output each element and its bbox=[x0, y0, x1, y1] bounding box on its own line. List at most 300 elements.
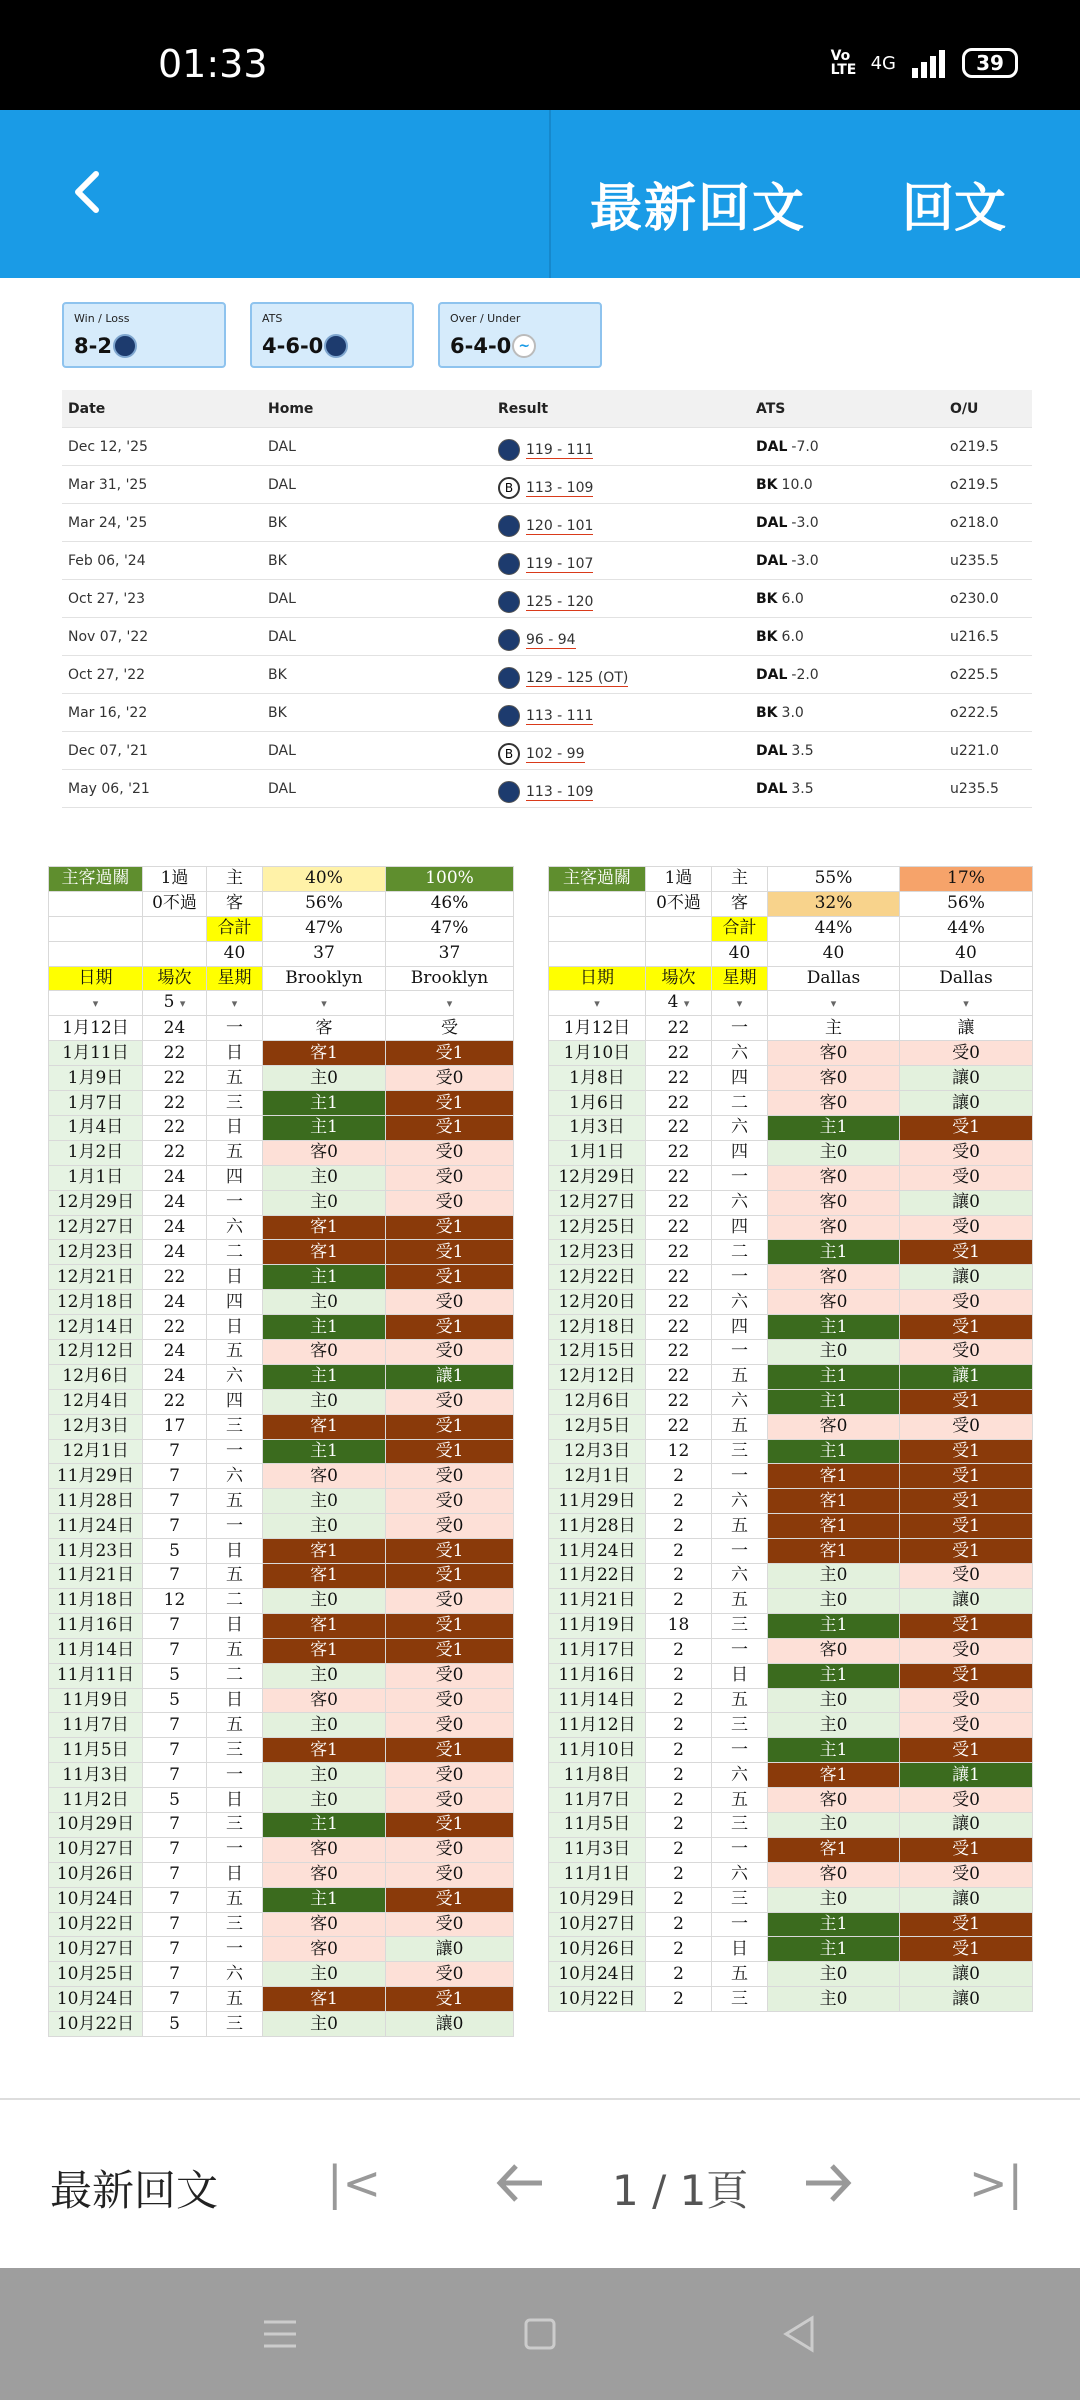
table-cell: 11月28日 bbox=[549, 1514, 646, 1539]
summary-cell: 主客過關 bbox=[549, 867, 646, 892]
table-cell: 11月17日 bbox=[549, 1638, 646, 1663]
header-cell: 日期 bbox=[549, 966, 646, 991]
table-cell: 24 bbox=[143, 1290, 207, 1315]
table-cell: 1月7日 bbox=[49, 1091, 143, 1116]
ats-team: BK bbox=[756, 705, 778, 721]
dropdown-icon[interactable]: ▾ bbox=[446, 997, 453, 1011]
table-row bbox=[549, 1788, 1033, 1813]
table-cell: 5 bbox=[143, 1788, 207, 1813]
table-cell: 日 bbox=[207, 1862, 263, 1887]
table-row bbox=[49, 1588, 514, 1613]
mavericks-logo-icon bbox=[498, 439, 520, 461]
table-cell: 12月29日 bbox=[49, 1190, 143, 1215]
summary-cell: 37 bbox=[263, 941, 386, 966]
table-cell: 五 bbox=[207, 1564, 263, 1589]
summary-cell: 47% bbox=[386, 916, 514, 941]
table-cell: 5 bbox=[143, 2012, 207, 2037]
table-cell: 22 bbox=[143, 1315, 207, 1340]
table-cell: 五 bbox=[712, 1414, 768, 1439]
table-cell: 主0 bbox=[768, 1887, 900, 1912]
table-cell: 客1 bbox=[768, 1837, 900, 1862]
summary-cell: 40 bbox=[900, 941, 1033, 966]
table-cell: 22 bbox=[646, 1165, 712, 1190]
table-row bbox=[49, 1862, 514, 1887]
menu-icon[interactable] bbox=[258, 2312, 302, 2356]
table-cell: 11月8日 bbox=[549, 1763, 646, 1788]
table-cell: 客0 bbox=[768, 1414, 900, 1439]
table-cell: 2 bbox=[646, 1638, 712, 1663]
table-cell: 受0 bbox=[900, 1414, 1033, 1439]
result-link[interactable]: 113 - 109 bbox=[526, 783, 594, 800]
table-cell: 12月18日 bbox=[549, 1315, 646, 1340]
table-cell: 22 bbox=[143, 1140, 207, 1165]
table-cell: 22 bbox=[646, 1389, 712, 1414]
table-cell: 讓0 bbox=[900, 1887, 1033, 1912]
table-cell: 24 bbox=[143, 1215, 207, 1240]
table-cell: 六 bbox=[712, 1116, 768, 1141]
table-row bbox=[49, 1290, 514, 1315]
table-cell: 7 bbox=[143, 1837, 207, 1862]
header-row bbox=[549, 966, 1033, 991]
table-cell: 7 bbox=[143, 1713, 207, 1738]
table-cell: 受1 bbox=[900, 1315, 1033, 1340]
filter-cell[interactable] bbox=[646, 991, 712, 1016]
ats-line: -7.0 bbox=[791, 439, 819, 455]
summary-cell bbox=[49, 916, 143, 941]
ats-team: BK bbox=[756, 629, 778, 645]
row-date: Feb 06, '24 bbox=[68, 553, 146, 569]
summary-cell: 44% bbox=[768, 916, 900, 941]
table-cell: 22 bbox=[143, 1091, 207, 1116]
table-cell: 12月27日 bbox=[549, 1190, 646, 1215]
dropdown-icon[interactable]: ▾ bbox=[683, 997, 690, 1011]
table-cell: 五 bbox=[712, 1514, 768, 1539]
table-cell: 讓0 bbox=[900, 1987, 1033, 2012]
table-cell: 主1 bbox=[768, 1439, 900, 1464]
table-cell: 一 bbox=[712, 1539, 768, 1564]
table-cell: 日 bbox=[207, 1315, 263, 1340]
table-cell: 主0 bbox=[263, 1663, 386, 1688]
summary-row bbox=[549, 891, 1033, 916]
badge-label: Over / Under bbox=[450, 312, 521, 325]
table-cell: 受0 bbox=[386, 1066, 514, 1091]
table-cell: 客1 bbox=[263, 1041, 386, 1066]
dropdown-icon[interactable]: ▾ bbox=[830, 997, 837, 1011]
table-cell: 2 bbox=[646, 1862, 712, 1887]
result-link[interactable]: 129 - 125 (OT) bbox=[526, 669, 629, 686]
table-cell: 主0 bbox=[263, 1962, 386, 1987]
table-cell: 受 bbox=[386, 1016, 514, 1041]
status-icons bbox=[831, 48, 1018, 78]
header-cell: Brooklyn bbox=[386, 966, 514, 991]
table-cell: 五 bbox=[712, 1588, 768, 1613]
table-row bbox=[549, 1439, 1033, 1464]
summary-cell: 40 bbox=[768, 941, 900, 966]
table-cell: 2 bbox=[646, 1489, 712, 1514]
summary-cell: 44% bbox=[900, 916, 1033, 941]
table-row bbox=[49, 1315, 514, 1340]
row-home: DAL bbox=[268, 743, 296, 759]
table-cell: 18 bbox=[646, 1613, 712, 1638]
row-ou: o218.0 bbox=[950, 515, 999, 531]
dropdown-icon[interactable]: ▾ bbox=[92, 997, 99, 1011]
table-cell: 受1 bbox=[386, 1315, 514, 1340]
table-cell: 12月5日 bbox=[549, 1414, 646, 1439]
filter-cell[interactable] bbox=[712, 991, 768, 1016]
row-ou: o230.0 bbox=[950, 591, 999, 607]
ats-team: BK bbox=[756, 477, 778, 493]
summary-cell bbox=[549, 941, 646, 966]
table-cell: 客0 bbox=[263, 1862, 386, 1887]
table-cell: 四 bbox=[712, 1140, 768, 1165]
table-cell: 受0 bbox=[900, 1290, 1033, 1315]
table-cell: 受1 bbox=[386, 1812, 514, 1837]
filter-value: 5 bbox=[163, 992, 175, 1013]
mavericks-logo-icon bbox=[113, 334, 137, 358]
dropdown-icon[interactable]: ▾ bbox=[179, 997, 186, 1011]
table-row bbox=[549, 1912, 1033, 1937]
home-icon[interactable] bbox=[518, 2312, 562, 2356]
table-row bbox=[49, 1663, 514, 1688]
table-row bbox=[49, 1763, 514, 1788]
table-cell: 1月8日 bbox=[549, 1066, 646, 1091]
summary-cell: 46% bbox=[386, 891, 514, 916]
volte-icon: Vo LTE bbox=[830, 48, 857, 78]
ats-line: -2.0 bbox=[791, 667, 819, 683]
table-cell: 10月24日 bbox=[549, 1962, 646, 1987]
table-cell: 受0 bbox=[900, 1713, 1033, 1738]
table-cell: 受1 bbox=[900, 1912, 1033, 1937]
table-cell: 三 bbox=[207, 1091, 263, 1116]
table-row bbox=[62, 618, 1032, 656]
result-link[interactable]: 120 - 101 bbox=[526, 517, 594, 534]
row-date: Mar 31, '25 bbox=[68, 477, 148, 493]
dropdown-icon[interactable]: ▾ bbox=[963, 997, 969, 1011]
table-cell: 受0 bbox=[900, 1564, 1033, 1589]
table-row bbox=[49, 1713, 514, 1738]
table-cell: 7 bbox=[143, 1738, 207, 1763]
table-cell: 客1 bbox=[263, 1539, 386, 1564]
row-ou: o219.5 bbox=[950, 439, 999, 455]
badge-value: 4-6-0 bbox=[262, 334, 324, 358]
row-home: BK bbox=[268, 667, 287, 683]
prev-page-icon[interactable] bbox=[492, 2156, 548, 2210]
table-cell: 主0 bbox=[263, 1588, 386, 1613]
table-cell: 四 bbox=[712, 1215, 768, 1240]
table-cell: 11月14日 bbox=[549, 1688, 646, 1713]
row-ou: u221.0 bbox=[950, 743, 999, 759]
table-cell: 一 bbox=[712, 1464, 768, 1489]
table-cell: 日 bbox=[712, 1937, 768, 1962]
table-cell: 主0 bbox=[768, 1688, 900, 1713]
ats-line: 6.0 bbox=[781, 591, 804, 607]
badge-value: 6-4-0 bbox=[450, 334, 512, 358]
result-link[interactable]: 119 - 107 bbox=[526, 555, 594, 572]
col-ats: ATS bbox=[756, 401, 786, 417]
table-cell: 11月1日 bbox=[549, 1862, 646, 1887]
mavericks-logo-icon bbox=[498, 667, 520, 689]
table-cell: 1月1日 bbox=[549, 1140, 646, 1165]
table-cell: 12月1日 bbox=[549, 1464, 646, 1489]
row-date: Mar 16, '22 bbox=[68, 705, 148, 721]
summary-cell: 40 bbox=[207, 941, 263, 966]
table-cell: 12月6日 bbox=[49, 1364, 143, 1389]
appbar-divider bbox=[549, 110, 551, 278]
dropdown-icon[interactable]: ▾ bbox=[594, 997, 600, 1011]
table-cell: 受1 bbox=[386, 1265, 514, 1290]
row-home: BK bbox=[268, 515, 287, 531]
dallas-record-table bbox=[548, 866, 1033, 2012]
latest-reply-button[interactable]: 最新回文 bbox=[590, 179, 807, 239]
table-row bbox=[49, 2012, 514, 2037]
table-cell: 11月28日 bbox=[49, 1489, 143, 1514]
table-cell: 讓0 bbox=[900, 1190, 1033, 1215]
table-cell: 11月24日 bbox=[49, 1514, 143, 1539]
table-cell: 2 bbox=[646, 1539, 712, 1564]
table-row bbox=[49, 1016, 514, 1041]
table-row bbox=[49, 1240, 514, 1265]
filter-cell[interactable] bbox=[549, 991, 646, 1016]
filter-cell[interactable] bbox=[900, 991, 1033, 1016]
table-cell: 2 bbox=[646, 1987, 712, 2012]
table-cell: 主1 bbox=[768, 1912, 900, 1937]
filter-cell[interactable] bbox=[207, 991, 263, 1016]
table-row bbox=[62, 770, 1032, 808]
table-cell: 1月4日 bbox=[49, 1116, 143, 1141]
table-row bbox=[49, 1638, 514, 1663]
table-cell: 客0 bbox=[768, 1091, 900, 1116]
mavericks-logo-icon bbox=[498, 781, 520, 803]
table-cell: 一 bbox=[207, 1439, 263, 1464]
table-cell: 22 bbox=[143, 1066, 207, 1091]
table-cell: 六 bbox=[712, 1290, 768, 1315]
table-cell: 2 bbox=[646, 1514, 712, 1539]
table-cell: 五 bbox=[207, 1713, 263, 1738]
result-link[interactable]: 113 - 109 bbox=[526, 479, 594, 496]
table-cell: 11月29日 bbox=[49, 1464, 143, 1489]
table-cell: 2 bbox=[646, 1812, 712, 1837]
table-cell: 1月2日 bbox=[49, 1140, 143, 1165]
table-row bbox=[49, 1190, 514, 1215]
table-cell: 主1 bbox=[768, 1116, 900, 1141]
summary-cell: 主客過關 bbox=[49, 867, 143, 892]
latest-reply-label[interactable]: 最新回文 bbox=[50, 2166, 219, 2215]
table-row bbox=[549, 1613, 1033, 1638]
table-cell: 五 bbox=[207, 1887, 263, 1912]
table-cell: 11月9日 bbox=[49, 1688, 143, 1713]
table-row bbox=[549, 1464, 1033, 1489]
back-arrow-icon[interactable] bbox=[62, 162, 114, 222]
table-cell: 一 bbox=[712, 1016, 768, 1041]
table-cell: 12月18日 bbox=[49, 1290, 143, 1315]
table-cell: 主0 bbox=[263, 1788, 386, 1813]
table-cell: 12月23日 bbox=[49, 1240, 143, 1265]
table-cell: 六 bbox=[207, 1962, 263, 1987]
table-cell: 22 bbox=[646, 1140, 712, 1165]
table-row bbox=[549, 1588, 1033, 1613]
summary-cell: 100% bbox=[386, 867, 514, 892]
table-row bbox=[549, 1638, 1033, 1663]
table-row bbox=[62, 694, 1032, 732]
row-result bbox=[498, 629, 576, 651]
summary-cell bbox=[549, 916, 646, 941]
row-result bbox=[498, 553, 593, 575]
row-ats bbox=[756, 629, 804, 645]
table-cell: 12月23日 bbox=[549, 1240, 646, 1265]
table-cell: 受0 bbox=[900, 1638, 1033, 1663]
table-cell: 2 bbox=[646, 1713, 712, 1738]
table-cell: 客1 bbox=[263, 1613, 386, 1638]
filter-cell[interactable] bbox=[768, 991, 900, 1016]
back-icon[interactable] bbox=[778, 2312, 822, 2356]
table-cell: 22 bbox=[646, 1215, 712, 1240]
table-cell: 受0 bbox=[386, 1489, 514, 1514]
table-cell: 受0 bbox=[386, 1140, 514, 1165]
row-date: Oct 27, '23 bbox=[68, 591, 146, 607]
table-cell: 讓0 bbox=[900, 1962, 1033, 1987]
table-cell: 主1 bbox=[768, 1364, 900, 1389]
table-row bbox=[549, 1489, 1033, 1514]
table-cell: 10月22日 bbox=[49, 2012, 143, 2037]
result-link[interactable]: 96 - 94 bbox=[526, 631, 576, 648]
table-row bbox=[549, 1066, 1033, 1091]
table-row bbox=[49, 1613, 514, 1638]
badge-value: 8-2 bbox=[74, 334, 112, 358]
header-cell: Brooklyn bbox=[263, 966, 386, 991]
table-cell: 7 bbox=[143, 1514, 207, 1539]
table-cell: 22 bbox=[646, 1340, 712, 1365]
table-cell: 5 bbox=[143, 1688, 207, 1713]
row-ats bbox=[756, 439, 819, 455]
filter-cell[interactable] bbox=[49, 991, 143, 1016]
table-cell: 日 bbox=[207, 1539, 263, 1564]
summary-cell: 合計 bbox=[207, 916, 263, 941]
table-cell: 主1 bbox=[768, 1389, 900, 1414]
filter-cell[interactable] bbox=[143, 991, 207, 1016]
table-cell: 受0 bbox=[900, 1140, 1033, 1165]
table-cell: 一 bbox=[207, 1016, 263, 1041]
battery-icon: 39 bbox=[962, 48, 1018, 78]
filter-row bbox=[49, 991, 514, 1016]
table-cell: 二 bbox=[712, 1240, 768, 1265]
row-ats bbox=[756, 515, 819, 531]
table-cell: 讓0 bbox=[900, 1091, 1033, 1116]
table-cell: 主1 bbox=[263, 1887, 386, 1912]
table-cell: 10月22日 bbox=[549, 1987, 646, 2012]
table-cell: 2 bbox=[646, 1763, 712, 1788]
table-cell: 三 bbox=[207, 1812, 263, 1837]
row-result bbox=[498, 743, 585, 765]
table-cell: 22 bbox=[143, 1041, 207, 1066]
table-cell: 受0 bbox=[900, 1340, 1033, 1365]
table-cell: 五 bbox=[207, 1340, 263, 1365]
table-row bbox=[549, 1862, 1033, 1887]
last-page-icon[interactable]: >| bbox=[968, 2156, 1024, 2210]
table-cell: 客0 bbox=[263, 1464, 386, 1489]
table-row bbox=[49, 1041, 514, 1066]
table-row bbox=[549, 1389, 1033, 1414]
table-cell: 12月4日 bbox=[49, 1389, 143, 1414]
row-home: DAL bbox=[268, 477, 296, 493]
reply-button[interactable]: 回文 bbox=[902, 179, 1007, 239]
dropdown-icon[interactable]: ▾ bbox=[736, 997, 743, 1011]
summary-cell: 47% bbox=[263, 916, 386, 941]
table-cell: 受0 bbox=[900, 1788, 1033, 1813]
table-cell: 受0 bbox=[386, 1190, 514, 1215]
table-cell: 一 bbox=[207, 1937, 263, 1962]
table-cell: 受0 bbox=[900, 1165, 1033, 1190]
table-cell: 主0 bbox=[263, 1190, 386, 1215]
next-page-icon[interactable] bbox=[800, 2156, 856, 2210]
result-link[interactable]: 113 - 111 bbox=[526, 707, 594, 724]
table-row bbox=[49, 1066, 514, 1091]
table-cell: 六 bbox=[712, 1862, 768, 1887]
table-cell: 讓1 bbox=[900, 1364, 1033, 1389]
first-page-icon[interactable]: |< bbox=[326, 2156, 382, 2210]
table-header bbox=[62, 390, 1032, 428]
table-row bbox=[49, 1912, 514, 1937]
table-cell: 11月5日 bbox=[49, 1738, 143, 1763]
table-cell: 主0 bbox=[768, 1564, 900, 1589]
table-row bbox=[49, 1812, 514, 1837]
table-cell: 三 bbox=[712, 1439, 768, 1464]
table-cell: 主0 bbox=[263, 1713, 386, 1738]
table-cell: 受0 bbox=[386, 1962, 514, 1987]
filter-cell[interactable] bbox=[263, 991, 386, 1016]
result-link[interactable]: 119 - 111 bbox=[526, 441, 594, 458]
table-cell: 主1 bbox=[263, 1812, 386, 1837]
table-cell: 受0 bbox=[386, 1688, 514, 1713]
table-cell: 客1 bbox=[768, 1763, 900, 1788]
table-cell: 22 bbox=[143, 1116, 207, 1141]
table-cell: 六 bbox=[207, 1364, 263, 1389]
row-result bbox=[498, 781, 593, 803]
result-link[interactable]: 102 - 99 bbox=[526, 745, 585, 762]
table-cell: 主0 bbox=[768, 1713, 900, 1738]
table-cell: 客0 bbox=[263, 1340, 386, 1365]
table-cell: 受1 bbox=[386, 1887, 514, 1912]
header-row bbox=[49, 966, 514, 991]
table-cell: 12月22日 bbox=[549, 1265, 646, 1290]
table-row bbox=[49, 1937, 514, 1962]
summary-cell: 1過 bbox=[646, 867, 712, 892]
nets-logo-icon: B bbox=[498, 743, 520, 765]
badge-label: ATS bbox=[262, 312, 283, 325]
filter-cell[interactable] bbox=[386, 991, 514, 1016]
table-cell: 12月12日 bbox=[49, 1340, 143, 1365]
table-cell: 11月29日 bbox=[549, 1489, 646, 1514]
summary-cell: 客 bbox=[712, 891, 768, 916]
dropdown-icon[interactable]: ▾ bbox=[321, 997, 327, 1011]
ats-team: DAL bbox=[756, 515, 788, 531]
dropdown-icon[interactable]: ▾ bbox=[231, 997, 238, 1011]
row-home: DAL bbox=[268, 439, 296, 455]
row-ou: u216.5 bbox=[950, 629, 999, 645]
table-cell: 客0 bbox=[263, 1937, 386, 1962]
result-link[interactable]: 125 - 120 bbox=[526, 593, 594, 610]
table-cell: 受1 bbox=[386, 1564, 514, 1589]
table-cell: 受1 bbox=[386, 1738, 514, 1763]
table-cell: 五 bbox=[207, 1987, 263, 2012]
col-result: Result bbox=[498, 401, 549, 417]
table-cell: 7 bbox=[143, 1464, 207, 1489]
filter-row bbox=[549, 991, 1033, 1016]
table-row bbox=[49, 1116, 514, 1141]
table-cell: 11月16日 bbox=[549, 1663, 646, 1688]
table-row bbox=[49, 1140, 514, 1165]
table-row bbox=[49, 1439, 514, 1464]
header-cell: 星期 bbox=[712, 966, 768, 991]
